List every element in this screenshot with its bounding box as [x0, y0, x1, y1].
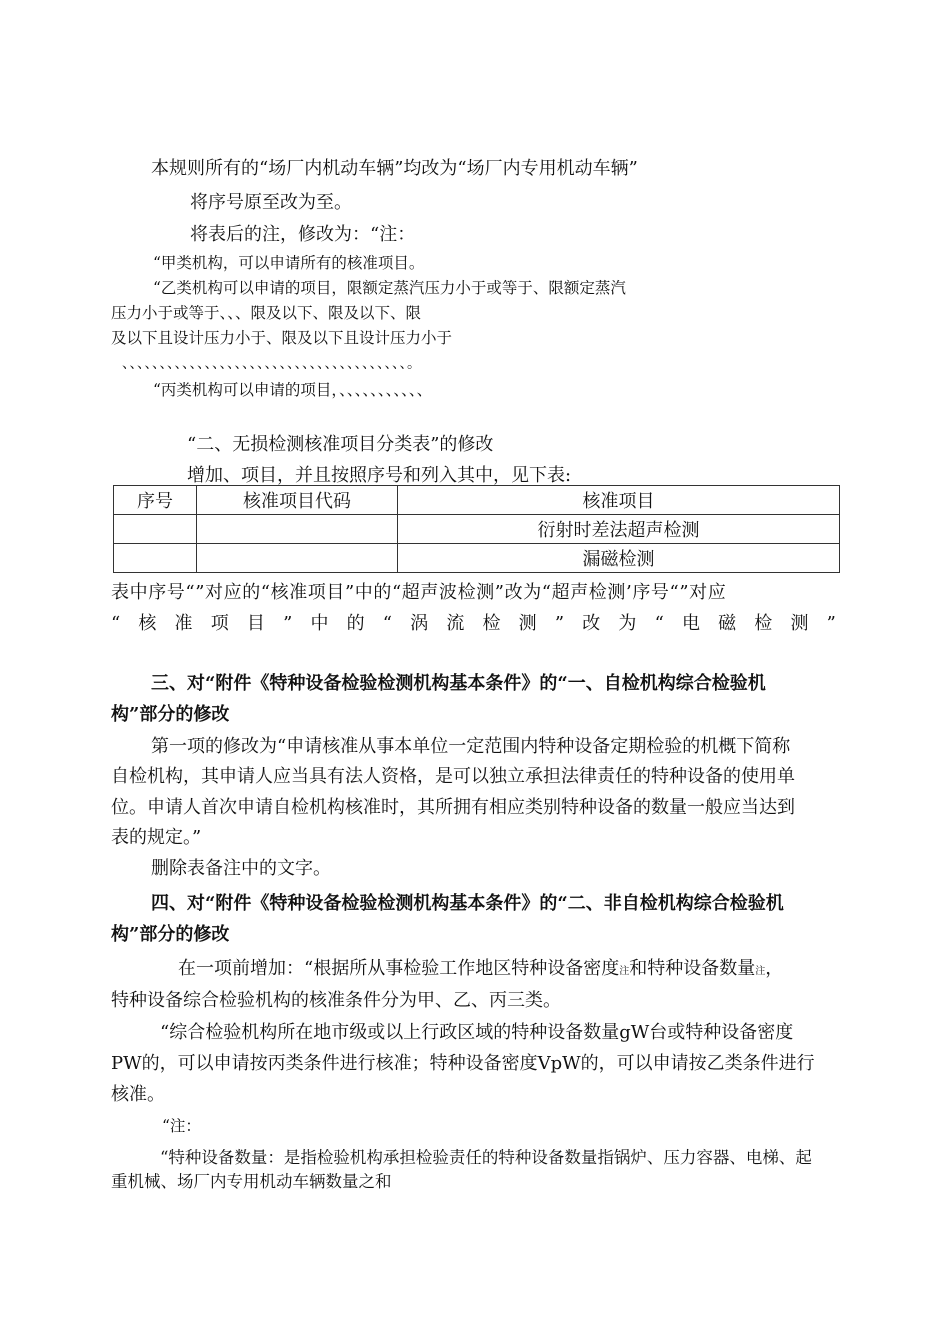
text-line: 将序号原至改为至。: [190, 192, 352, 213]
note-mark: 注: [619, 966, 630, 977]
char: 的: [346, 613, 365, 634]
table-header-cell: 序号: [114, 486, 197, 515]
char: 改: [582, 613, 601, 634]
justified-text-line: [111, 615, 836, 633]
text-line: 本规则所有的“场厂内机动车辆”均改为“场厂内专用机动车辆”: [151, 158, 638, 179]
text-span: ，: [765, 958, 784, 979]
char: 检: [754, 613, 773, 634]
char: 中: [310, 613, 329, 634]
table-cell: [114, 544, 197, 573]
table-row: [114, 515, 840, 544]
text-line: 压力小于或等于、、、限及以下、限及以下、限: [111, 304, 422, 322]
section-heading: 四、对“附件《特种设备检验检测机构基本条件》的“二、非自检机构综合检验机: [151, 893, 784, 914]
text-line: [178, 960, 783, 978]
text-line: “乙类机构可以申请的项目，限额定蒸汽压力小于或等于、限额定蒸汽: [153, 279, 626, 297]
text-line: 将表后的注，修改为：“注：: [190, 224, 416, 245]
text-line: 第一项的修改为“申请核准从事本单位一定范围内特种设备定期检验的机概下简称: [151, 736, 791, 757]
text-line: “甲类机构，可以申请所有的核准项目。: [153, 254, 425, 272]
text-span: 在一项前增加：“根据所从事检验工作地区特种设备密度: [178, 958, 620, 979]
char: 准: [174, 613, 193, 634]
section-heading: 三、对“附件《特种设备检验检测机构基本条件》的“一、自检机构综合检验机: [151, 673, 766, 694]
text-line: 重机械、场厂内专用机动车辆数量之和: [111, 1172, 392, 1191]
table-cell: 漏磁检测: [398, 544, 840, 573]
text-line: 自检机构，其申请人应当具有法人资格，是可以独立承担法律责任的特种设备的使用单: [111, 766, 795, 787]
char: 测: [790, 613, 809, 634]
char: 目: [246, 613, 265, 634]
char: “: [654, 613, 664, 634]
table-cell: [197, 544, 398, 573]
text-line: “综合检验机构所在地市级或以上行政区域的特种设备数量gW台或特种设备密度: [160, 1022, 794, 1043]
char: “: [111, 613, 121, 634]
inspection-items-table: [113, 485, 840, 573]
char: 涡: [410, 613, 429, 634]
text-line: 特种设备综合检验机构的核准条件分为甲、乙、丙三类。: [111, 990, 561, 1011]
text-line: 位。申请人首次申请自检机构核准时，其所拥有相应类别特种设备的数量一般应当达到: [111, 797, 795, 818]
char: ”: [554, 613, 565, 634]
table-row: [114, 544, 840, 573]
text-line: 、、、、、、、、、、、、、、、、、、、、、、、、、、、、、、、、、、、、、、。: [122, 356, 422, 372]
char: ”: [283, 613, 293, 634]
text-line: 删除表备注中的文字。: [151, 858, 331, 879]
table-header-cell: 核准项目: [398, 486, 840, 515]
table-cell: [197, 515, 398, 544]
note-mark: 注: [755, 966, 766, 977]
char: 电: [681, 613, 700, 634]
char: 检: [482, 613, 501, 634]
text-line: 及以下且设计压力小于、限及以下且设计压力小于: [111, 329, 453, 347]
table-header-cell: 核准项目代码: [197, 486, 398, 515]
section-heading: 构”部分的修改: [111, 924, 230, 945]
char: 为: [618, 613, 637, 634]
text-line: “注：: [162, 1117, 201, 1135]
table-cell: 衍射时差法超声检测: [398, 515, 840, 544]
char: 核: [138, 613, 157, 634]
text-line: 增加、项目，并且按照序号和列入其中，见下表:: [187, 465, 572, 486]
text-line: “特种设备数量：是指检验机构承担检验责任的特种设备数量指锅炉、压力容器、电梯、起: [160, 1148, 812, 1167]
char: “: [382, 613, 392, 634]
char: 项: [210, 613, 229, 634]
section-heading: 构”部分的修改: [111, 704, 230, 725]
text-line: PW的，可以申请按丙类条件进行核准；特种设备密度VpW的，可以申请按乙类条件进行: [111, 1053, 815, 1074]
text-span: 和特种设备数量: [629, 958, 756, 979]
text-line: 表的规定。”: [111, 827, 202, 848]
table-header-row: [114, 486, 840, 515]
text-line: 核准。: [111, 1084, 165, 1105]
char: 磁: [718, 613, 737, 634]
char: 测: [518, 613, 537, 634]
section-heading: “二、无损检测核准项目分类表”的修改: [187, 434, 494, 455]
text-line: 表中序号“”对应的“核准项目”中的“超声波检测”改为“超声检测’序号“”对应: [111, 582, 727, 603]
char: ”: [826, 613, 836, 634]
table-cell: [114, 515, 197, 544]
char: 流: [446, 613, 465, 634]
text-line: “丙类机构可以申请的项目，、、、、、、、、、、、: [153, 381, 433, 399]
